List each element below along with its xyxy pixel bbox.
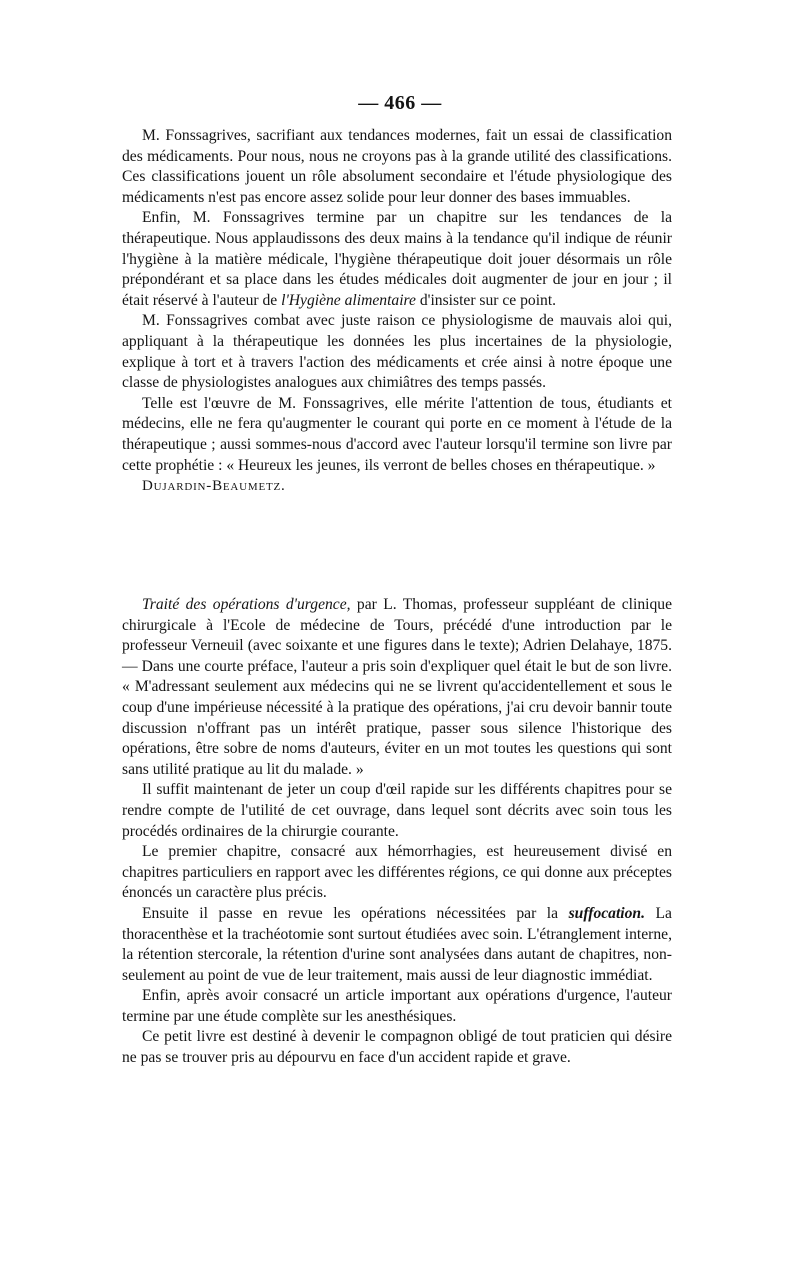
paragraph [122,904,672,986]
author-signature: Dujardin-Beaumetz. [142,478,286,495]
book-title-italic: l'Hygiène alimentaire [281,291,416,309]
page-number: — 466 — [358,92,442,114]
review-thomas [122,595,672,1069]
paragraph: Enfin, après avoir consacré un article important aux opérations d'urgence, l'auteur termine par une étude complète sur les anesthésiques. [122,987,672,1025]
paragraph-text: par L. Thomas, professeur suppléant de clinique chirurgicale à l'Ecole de médecine de Tours, précédé d'une introduction par le professeur Verneuil (avec soixante et une figures dans le texte); Adrien Delahaye, 1875. — Dans une courte préface, l'auteur a pris soin d'expliquer quel était le but de son livre. « M'adressant seulement aux médecins qui ne se livrent qu'accidentellement et sous le coup d'une impérieuse nécessité à la pratique des opérations, j'ai cru devoir bannir toute discussion n'offrant pas un intérêt pratique, passer sous silence l'historique des opérations, être sobre de noms d'auteurs, éviter en un mot toutes les questions qui sont sans utilité pratique au lit du malade. » [122,596,672,778]
paragraph: M. Fonssagrives combat avec juste raison ce physiologisme de mauvais aloi qui, appliquant à la thérapeutique les données les plus incertaines de la physiologie, explique à tort et à travers l'action des médicaments et crée ainsi à notre époque une classe de physiologistes analogues aux chimiâtres des temps passés. [122,312,672,392]
paragraph-text: Ensuite il passe en revue les opérations nécessitées par la [142,904,559,922]
paragraph: Il suffit maintenant de jeter un coup d'œil rapide sur les différents chapitres pour se rendre compte de l'utilité de cet ouvrage, dans lequel sont décrits avec soin tous les procédés ordinaires de la chirurgie courante. [122,781,672,840]
paragraph: Ce petit livre est destiné à devenir le compagnon obligé de tout praticien qui désire ne pas se trouver pris au dépourvu en face d'un accident rapide et grave. [122,1028,672,1067]
paragraph: Telle est l'œuvre de M. Fonssagrives, elle mérite l'attention de tous, étudiants et médecins, elle ne fera qu'augmenter le courant qui porte en ce moment à l'étude de la thérapeutique ; aussi sommes-nous d'accord avec l'auteur lorsqu'il termine son livre par cette prophétie : « Heureux les jeunes, ils verront de belles choses en thérapeutique. » [122,394,672,474]
paragraph-text: d'insister sur ce point. [419,291,557,309]
review-fonssagrives [122,126,672,497]
book-title-italic: Traité des opérations d'urgence, [142,596,351,613]
paragraph: M. Fonssagrives, sacrifiant aux tendances modernes, fait un essai de classification des médicaments. Pour nous, nous ne croyons pas à la grande utilité des classifications. Ces classifications jouent un rôle absolument secondaire et l'étude physiologique des médicaments n'est pas encore assez solide pour leur donner des bases immuables. [122,127,672,206]
paragraph-text: Enfin, M. Fonssagrives termine par un chapitre sur les tendances de la thérapeutique. Nous applaudissons des deux mains à la tendance qu'il indique de réunir l'hygiène à la matière médicale, l'hygiène thérapeutique doit jouer désormais un rôle prépondérant et sa place dans les études médicales doit augmenter de jour en jour ; il était réservé à l'auteur de [122,209,672,309]
paragraph: Le premier chapitre, consacré aux hémorrhagies, est heureusement divisé en chapitres particuliers en rapport avec les différentes régions, ce qui donne aux préceptes énoncés un caractère plus précis. [122,843,672,902]
paragraph [122,595,672,780]
emphasis-italic: suffocation. [568,904,645,922]
paragraph-text: La thoracenthèse et la trachéotomie sont surtout étudiées avec soin. L'étranglement interne, la rétention stercorale, la rétention d'urine sont analysées dans autant de chapitres, non-seulement au point de vue de leur traitement, mais aussi de leur diagnostic immédiat. [122,904,672,984]
paragraph [122,208,672,311]
